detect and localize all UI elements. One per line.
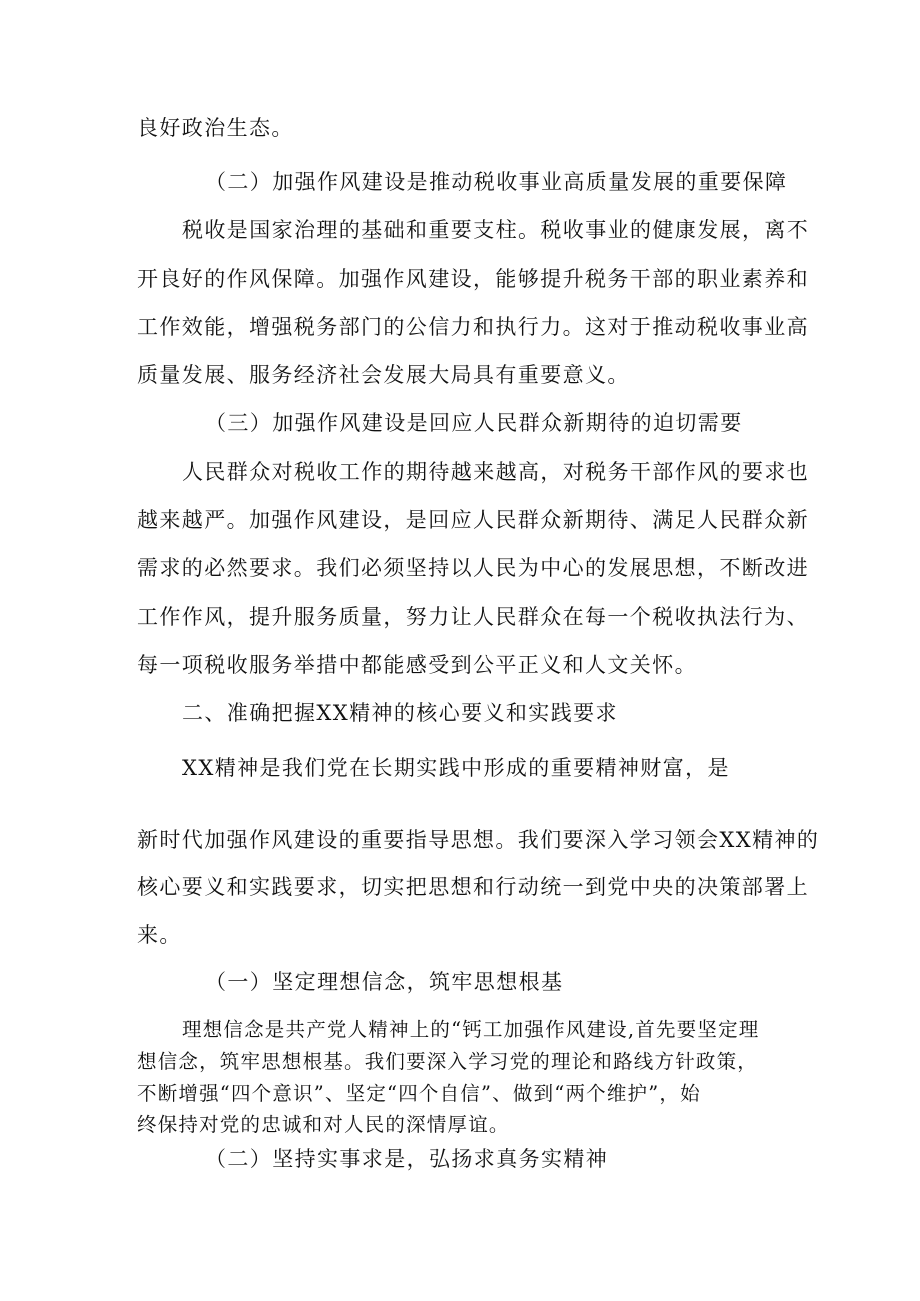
- section-heading: 二、准确把握XX精神的核心要义和实践要求: [182, 701, 618, 725]
- paragraph-line: 理想信念是共产党人精神上的“钙工加强作风建设,首先要坚定理: [182, 1018, 760, 1041]
- paragraph-line: 来。: [137, 923, 182, 947]
- paragraph-line: XX精神是我们党在长期实践中形成的重要精神财富，是: [182, 756, 730, 780]
- paragraph-line: 税收是国家治理的基础和重要支柱。税收事业的健康发展，离不: [182, 218, 810, 242]
- section-heading: （三）加强作风建设是回应人民群众新期待的迫切需要: [205, 411, 743, 435]
- section-heading: （二）坚持实事求是，弘扬求真务实精神: [205, 1147, 609, 1171]
- paragraph-line: 想信念，筑牢思想根基。我们要深入学习党的理论和路线方针政策，: [137, 1050, 759, 1073]
- paragraph-line: 人民群众对税收工作的期待越来越高，对税务干部作风的要求也: [182, 460, 810, 484]
- paragraph-line: 终保持对党的忠诚和对人民的深情厚谊。: [137, 1113, 510, 1136]
- section-heading: （一）坚定理想信念，筑牢思想根基: [205, 970, 564, 994]
- paragraph-line: 核心要义和实践要求，切实把思想和行动统一到党中央的决策部署上: [137, 875, 809, 899]
- paragraph-line: 需求的必然要求。我们必须坚持以人民为中心的发展思想，不断改进: [137, 556, 809, 580]
- paragraph-line: 质量发展、服务经济社会发展大局具有重要意义。: [137, 363, 630, 387]
- paragraph-line: 良好政治生态。: [137, 116, 294, 140]
- paragraph-line: 工作作风，提升服务质量，努力让人民群众在每一个税收执法行为、: [137, 605, 809, 629]
- paragraph-line: 新时代加强作风建设的重要指导思想。我们要深入学习领会XX精神的: [137, 828, 820, 852]
- paragraph-line: 工作效能，增强税务部门的公信力和执行力。这对于推动税收事业高: [137, 315, 809, 339]
- paragraph-line: 不断增强“四个意识”、坚定“四个自信”、做到“两个维护”，始: [137, 1082, 701, 1105]
- section-heading: （二）加强作风建设是推动税收事业高质量发展的重要保障: [205, 170, 788, 194]
- paragraph-line: 每一项税收服务举措中都能感受到公平正义和人文关怀。: [137, 653, 697, 677]
- paragraph-line: 越来越严。加强作风建设，是回应人民群众新期待、满足人民群众新: [137, 508, 809, 532]
- paragraph-line: 开良好的作风保障。加强作风建设，能够提升税务干部的职业素养和: [137, 267, 809, 291]
